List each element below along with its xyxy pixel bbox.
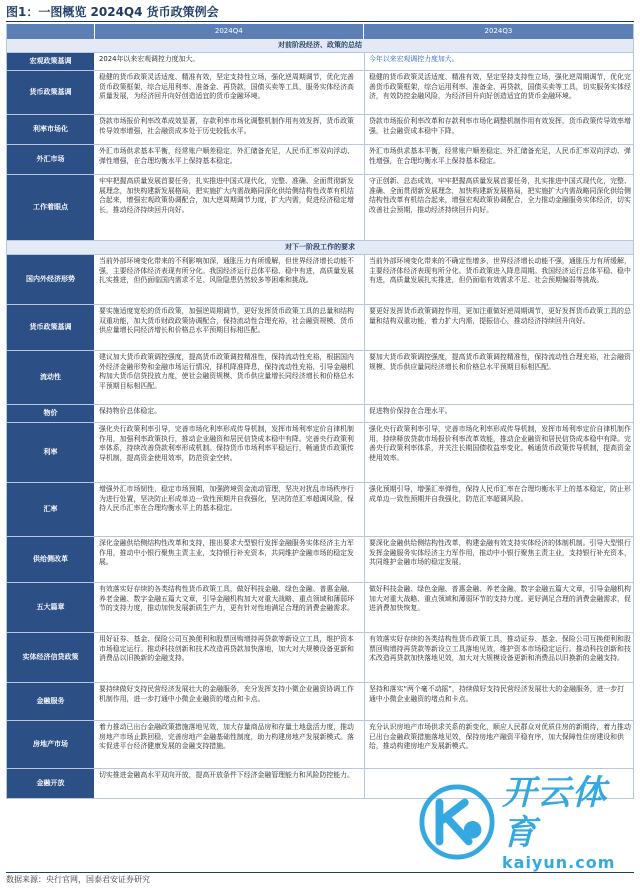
cell-2024q3: 要加大货币政策调控强度，提高货币政策调控精准性，保持流动性合理充裕，社会融资规模、货币供应量同经济增长和价格总水平预期目标相匹配。 (369, 353, 631, 371)
row-label: 货币政策基调 (7, 71, 95, 114)
section-title: 对下一阶段工作的要求 (7, 241, 633, 255)
table-row (7, 53, 633, 71)
cell-2024q3: 强化预期引导，增强汇率弹性，保持人民币汇率在合理均衡水平上的基本稳定，防止形成单边一致性预期并自我强化，防范汇率超调风险。 (369, 485, 631, 503)
header-2024q3: 2024Q3 (484, 26, 513, 35)
section-title: 对前阶段经济、政策的总结 (7, 39, 633, 53)
row-label: 利率 (7, 423, 95, 482)
table-row (7, 483, 633, 537)
cell-2024q3: 坚持和落实“两个毫不动摇”，持续做好支持民营经济发展壮大的金融服务，进一步打通中小微企业融资的堵点和卡点。 (369, 685, 625, 703)
watermark-url: kaiyun.com (502, 852, 616, 872)
row-label: 汇率 (7, 483, 95, 536)
row-label: 流动性 (7, 351, 95, 404)
row-label: 宏观政策基调 (7, 53, 95, 70)
cell-2024q3: 外汇市场供求基本平衡，经常账户顺差稳定，外汇储备充足，人民币汇率双向浮动、弹性增强，在合理均衡水平上保持基本稳定。 (369, 147, 631, 165)
cell-2024q4: 牢牢把握高质量发展首要任务，扎实推进中国式现代化，完整、准确、全面贯彻新发展理念，加快构建新发展格局，把实施扩大内需战略同深化供给侧结构性改革有机结合起来，增强宏观政策协调配合，加大逆周期调节力度，扩大内需，促进经济稳定增长，推动经济持续回升向好。 (95, 175, 365, 240)
cell-2024q4: 要实施适度宽松的货币政策，加强逆周期调节，更好发挥货币政策工具的总量和结构双重功能，加大货币财政政策协调配合，保持流动性合理充裕，社会融资规模、货币供应量增长同经济增长和价格总水平预期目标相匹配。 (95, 305, 365, 350)
cell-2024q4: 有效落实好存续的各类结构性货币政策工具，做好科技金融、绿色金融、普惠金融、养老金融、数字金融五篇大文章，引导金融机构加大对重大战略、重点领域和薄弱环节的支持力度，推动加快发展新质生产力，更有针对性地满足合理的消费金融需求。 (95, 583, 365, 632)
cell-2024q4: 深化金融供给侧结构性改革和支持，推出要求大型银行发挥金融服务实体经济主力军作用，推动中小银行聚焦主责主业，支持银行补充资本，共同维护金融市场的稳定发展。 (95, 537, 365, 582)
table-row (7, 769, 633, 799)
cell-2024q3: 守正创新、总态成效，牢牢把握高质量发展首要任务，扎实推进中国式现代化，完整、准确、全面贯彻新发展理念，加快构建新发展格局，把实施扩大内需战略同深化供给侧结构性改革有机结合起来，增强宏观政策协调配合，全力推动金融服务实体经济，切实改善社会预期，推动经济持续回升向好。 (369, 177, 631, 214)
cell-2024q3: 做好科技金融、绿色金融、普惠金融、养老金融、数字金融五篇大文章，引导金融机构加大对重大战略、重点领域和薄弱环节的支持力度。更好满足合理的消费金融需求，促进消费加快恢复。 (369, 585, 631, 613)
cell-2024q3: 贷款市场报价利率改革和存款利率市场化调整机制作用有效发挥，货币政策传导效率增强，社会融资成本稳中下降。 (369, 117, 631, 135)
cell-2024q4: 贷款市场报价利率改革成效显著，存款利率市场化调整机制作用有效发挥，货币政策传导效率增强，社会融资成本处于历史较低水平。 (95, 115, 365, 144)
header-2024q4: 2024Q4 (95, 24, 364, 39)
table-header (7, 24, 633, 39)
cell-2024q4: 当前外部环境变化带来的不利影响加深，通胀压力有所缓解，但世界经济增长动能不强，主要经济体经济表现有所分化。我国经济运行总体平稳、稳中有进，高质量发展扎实推进，但仍面临国内需求不足、风险隐患仍然较多等困难和挑战。 (95, 255, 365, 304)
figure-title: 图1：一图概览 2024Q4 货币政策例会 (6, 2, 634, 22)
cell-2024q3: 要更好发挥货币政策调控作用，更加注重做好逆周期调节，更好发挥货币政策工具的总量和结构双重功能，着力扩大内需，提振信心，推动经济持续回升向好。 (369, 307, 631, 325)
table-row (7, 423, 633, 483)
row-label: 货币政策基调 (7, 305, 95, 350)
table-row (7, 115, 633, 145)
cell-2024q4: 用好证券、基金、保险公司互换便利和股票回购增持再贷款等新设立工具，维护资本市场稳定运行。推动科技创新和技术改造再贷款加快落地，加大对大规模设备更新和消费品以旧换新的金融支持。 (95, 633, 365, 682)
table-row (7, 71, 633, 115)
cell-2024q3: 要深化金融供给侧结构性改革，构建金融有效支持实体经济的体制机制。引导大型银行发挥金融服务实体经济主力军作用，推动中小银行聚焦主责主业，支持银行补充资本，共同维护金融市场的稳定发展。 (369, 539, 631, 567)
cell-2024q3: 今年以来宏观调控力度加大。 (369, 55, 459, 63)
row-label: 工作着眼点 (7, 175, 95, 240)
cell-2024q4: 2024年以来宏观调控力度加大。 (95, 53, 365, 70)
source-note: 数据来源：央行官网，国泰君安证券研究 (6, 872, 634, 886)
table-row (7, 255, 633, 305)
header-blank (7, 24, 95, 39)
cell-2024q3: 稳健的货币政策灵活适度、精准有效，坚定坚持支持性立场，强化逆周期调节，优化完善货币政策框架，综合运用利率、准备金、再贷款，国债买卖等工具，切实服务实体经济，有效防控金融风险，为经济回升向好创造适宜的货币金融环境。 (369, 73, 631, 101)
row-label: 外汇市场 (7, 145, 95, 174)
row-label: 利率市场化 (7, 115, 95, 144)
row-label: 五大篇章 (7, 583, 95, 632)
table-row (7, 145, 633, 175)
cell-2024q4: 稳健的货币政策灵活适度、精准有效，坚定支持性立场，强化逆周期调节，优化完善货币政策框架，综合运用利率、准备金、再贷款，国债买卖等工具，服务实体经济高质量发展，为经济回升向好创造适宜的货币金融环境。 (95, 71, 365, 114)
watermark-title: 开云体育 (502, 772, 607, 853)
table-row (7, 175, 633, 241)
table-row (7, 633, 633, 683)
cell-2024q4: 切实推进金融高水平双向开放，提高开放条件下经济金融管理能力和风险防控能力。 (95, 769, 365, 798)
cell-2024q3: 充分认识房地产市场供求关系的新变化，顺应人民群众对优质住房的新期待，着力推动已出台金融政策措施落地见效，保持房地产融资平稳有序，加大保障性住房建设和供给，推动构建房地产发展新模式。 (369, 723, 631, 751)
cell-2024q3: 当前外部环境变化带来的不确定性增多，世界经济增长动能不强，通胀压力有所缓解，主要经济体经济表现有所分化。货币政策进入降息周期。我国经济运行总体平稳、稳中有进，高质量发展扎实推进，但仍面临有效需求不足、社会预期偏弱等挑战。 (369, 257, 631, 285)
row-label: 实体经济信贷政策 (7, 633, 95, 682)
table-row (7, 537, 633, 583)
cell-2024q4: 外汇市场供求基本平衡，经常账户顺差稳定，外汇储备充足，人民币汇率双向浮动、弹性增强，在合理均衡水平上保持基本稳定。 (95, 145, 365, 174)
row-label: 房地产市场 (7, 721, 95, 768)
cell-2024q4: 要持续做好支持民营经济发展壮大的金融服务，充分发挥支持小微企业融资协调工作机制作用，进一步打通中小微企业融资的堵点和卡点。 (95, 683, 365, 720)
row-label: 物价 (7, 405, 95, 422)
cell-2024q3: 有效落实好存续的各类结构性货币政策工具，推动证券、基金、保险公司互换便利和股票回购增持再贷款等新设立工具落地见效，维护资本市场稳定运行。推动科技创新和技术改造再贷款加快落地见效，加大对大规模设备更新和消费品以旧换新的金融支持。 (369, 635, 631, 663)
cell-2024q4: 增强外汇市场韧性，稳定市场预期，加强跨境资金流动管理，坚决对扰乱市场秩序行为进行处置，坚决防止形成单边一致性预期并自我强化，坚决防范汇率超调风险，保持人民币汇率在合理均衡水平上的基本稳定。 (95, 483, 365, 536)
cell-2024q3: 强化央行政策利率引导，完善市场化利率形成传导机制，发挥市场利率定价自律机制作用，持续释放贷款市场报价利率改革效能，推动企业融资和居民信贷成本稳中有降。完善央行政策利率体系，并关注长期国债收益率变化。畅通货币政策传导机制，提高资金使用效率。 (369, 425, 631, 462)
table-row (7, 351, 633, 405)
cell-2024q4: 强化央行政策利率引导，完善市场化利率形成传导机制，发挥市场利率定价自律机制作用，加强利率政策执行，推动企业融资和居民信贷成本稳中有降。完善央行政策利率体系，持续改善贷款利率形成机制。保持货币市场利率平稳运行，畅通货币政策传导机制，提高资金使用效率，防范资金空转。 (95, 423, 365, 482)
table-row (7, 721, 633, 769)
row-label: 供给侧改革 (7, 537, 95, 582)
cell-2024q4: 建议加大货币政策调控强度，提高货币政策调控精准性，保持流动性充裕，根据国内外经济金融形势和金融市场运行情况，择机降准降息，保持流动性充裕，引导金融机构加大货币信贷投放力度，使社会融资规模、货币供应量增长同经济增长和价格总水平预期目标相匹配。 (95, 351, 365, 404)
row-label: 国内外经济形势 (7, 255, 95, 304)
table-row (7, 305, 633, 351)
table-row (7, 583, 633, 633)
table-row (7, 683, 633, 721)
cell-2024q4: 着力推动已出台金融政策措施落地见效，加大存量商品房和存量土地盘活力度，推动房地产市场止跌回稳，完善房地产金融基础性制度，助力构建房地产发展新模式。落实促进平台经济健康发展的金融支持措施。 (95, 721, 365, 768)
table-row (7, 405, 633, 423)
cell-2024q3 (365, 769, 633, 798)
row-label: 金融服务 (7, 683, 95, 720)
cell-2024q3: 促进物价保持在合理水平。 (369, 407, 452, 415)
row-label: 金融开放 (7, 769, 95, 798)
comparison-table (6, 24, 634, 799)
cell-2024q4: 保持物价总体稳定。 (95, 405, 365, 422)
